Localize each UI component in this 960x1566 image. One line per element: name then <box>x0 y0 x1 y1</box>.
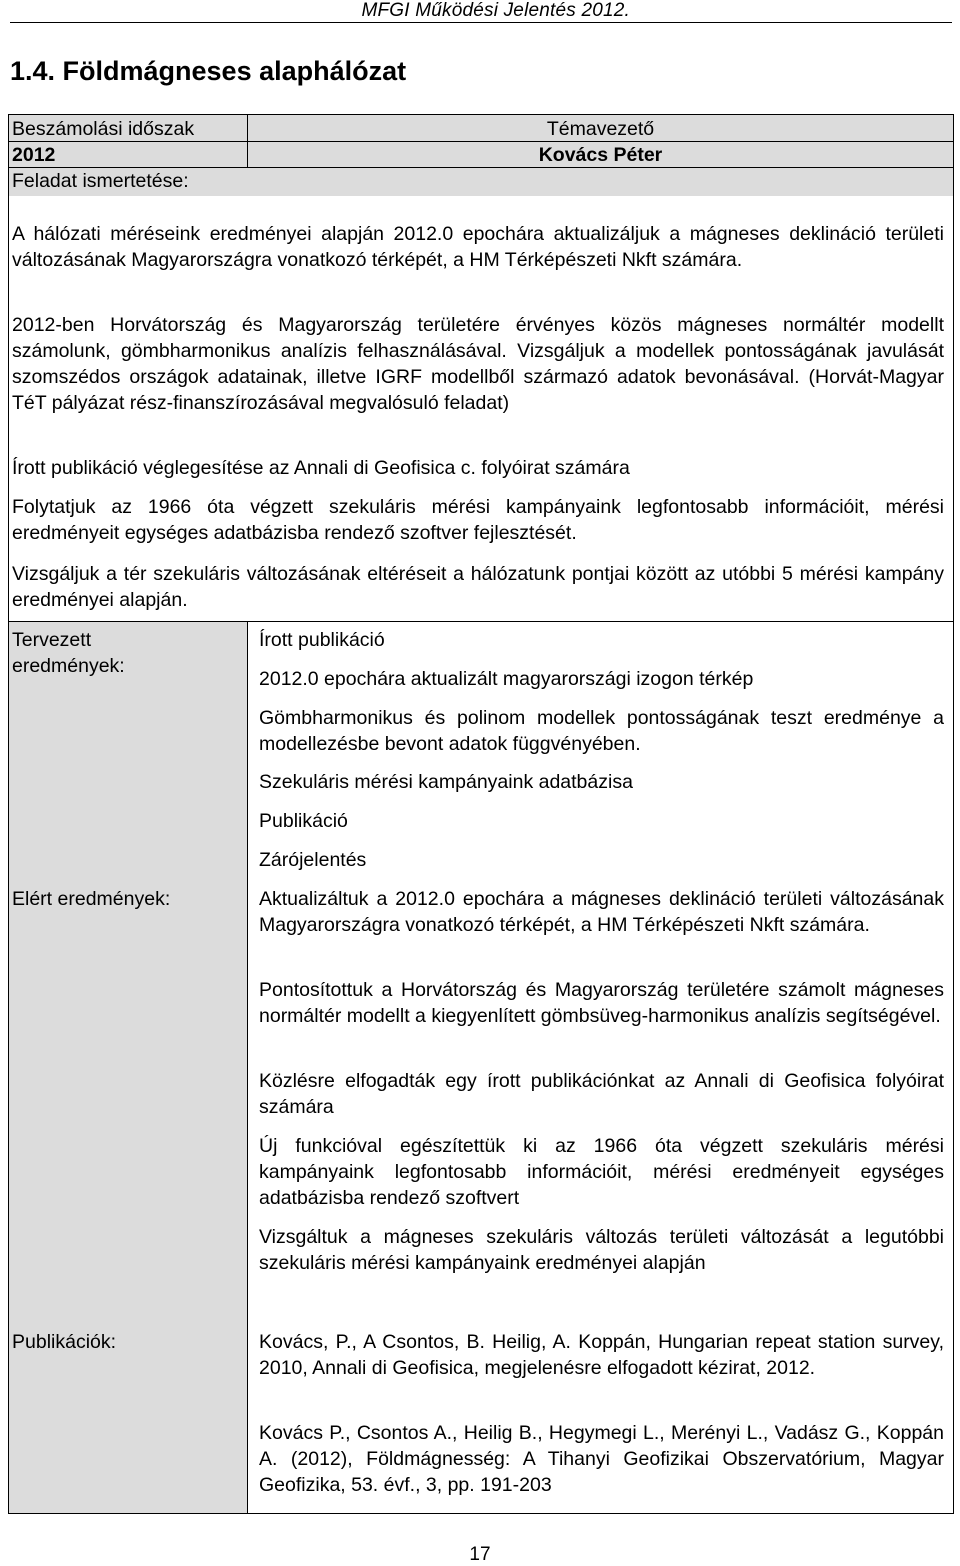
publication-item: Kovács, P., A Csontos, B. Heilig, A. Koppán, Hungarian repeat station survey, 2010, Annali di Geofisica, megjelenésre elfogadott kézirat, 2012. <box>259 1331 944 1379</box>
supervisor-label: Témavezető <box>546 118 655 140</box>
task-paragraph: Írott publikáció véglegesítése az Annali di Geofisica c. folyóirat számára <box>12 457 630 479</box>
achieved-item: Pontosítottuk a Horvátország és Magyarország területére számolt mágneses normáltér modellt a kiegyenlített gömbsüveg-harmonikus analízis segítségével. <box>259 979 944 1027</box>
task-paragraph: 2012-ben Horvátország és Magyarország területére érvényes közös mágneses normáltér modellt számolunk, gömbharmonikus analízis felhasználásával. Vizsgáljuk a modellek pontosságának javulását szomszédos országok adatainak, illetve IGRF modellből származó adatok bevonásával. (Horvát-Magyar TéT pályázat rész-finanszírozásával megvalósuló feladat) <box>12 314 944 414</box>
achieved-label: Elért eredmények: <box>12 888 171 910</box>
running-header: MFGI Működési Jelentés 2012. <box>361 0 630 21</box>
header-rule <box>10 22 952 23</box>
task-paragraph: Folytatjuk az 1966 óta végzett szekuláris mérési kampányaink legfontosabb információit, mérési eredményeit egységes adatbázisba rendező szoftver fejlesztését. <box>12 496 944 544</box>
planned-item: Írott publikáció <box>259 629 385 651</box>
supervisor-value: Kovács Péter <box>538 144 663 166</box>
period-label: Beszámolási időszak <box>12 118 195 140</box>
achieved-item: Új funkcióval egészítettük ki az 1966 óta végzett szekuláris mérési kampányaink legfontosabb információit, mérési eredményeit egységes adatbázisba rendező szoftvert <box>259 1135 944 1209</box>
achieved-item: Közlésre elfogadták egy írott publikációnkat az Annali di Geofisica folyóirat számára <box>259 1070 944 1118</box>
task-label: Feladat ismertetése: <box>12 170 189 192</box>
achieved-item: Vizsgáltuk a mágneses szekuláris változás területi változását a legutóbbi szekuláris mérési kampányaink eredményei alapján <box>259 1226 944 1274</box>
planned-item: Gömbharmonikus és polinom modellek pontosságának teszt eredménye a modellezésbe bevont adatok függvényében. <box>259 707 944 755</box>
period-value: 2012 <box>12 144 56 166</box>
table-column-divider <box>247 621 248 1514</box>
publication-item: Kovács P., Csontos A., Heilig B., Hegymegi L., Merényi L., Vadász G., Koppán A. (2012), Földmágnesség: A Tihanyi Geofizikai Obszervatórium, Magyar Geofizika, 53. évf., 3, pp. 191-203 <box>259 1422 944 1496</box>
planned-item: Szekuláris mérési kampányaink adatbázisa <box>259 771 633 793</box>
achieved-item: Aktualizáltuk a 2012.0 epochára a mágneses deklináció területi változásának Magyarországra vonatkozó térképét, a HM Térképészeti Nkft számára. <box>259 888 944 936</box>
planned-label: Tervezett eredmények: <box>12 629 125 677</box>
page-number: 17 <box>469 1544 491 1565</box>
section-title: 1.4. Földmágneses alaphálózat <box>10 56 407 86</box>
table-rule <box>8 621 954 622</box>
planned-item: Publikáció <box>259 810 348 832</box>
planned-item: 2012.0 epochára aktualizált magyarországi izogon térkép <box>259 668 754 690</box>
publications-label: Publikációk: <box>12 1331 117 1353</box>
planned-item: Zárójelentés <box>259 849 367 871</box>
task-paragraph: A hálózati méréseink eredményei alapján 2012.0 epochára aktualizáljuk a mágneses deklináció területi változásának Magyarországra vonatkozó térképét, a HM Térképészeti Nkft számára. <box>12 223 944 271</box>
task-paragraph: Vizsgáljuk a tér szekuláris változásának eltéréseit a hálózatunk pontjai között az utóbbi 5 mérési kampány eredményei alapján. <box>12 563 944 611</box>
